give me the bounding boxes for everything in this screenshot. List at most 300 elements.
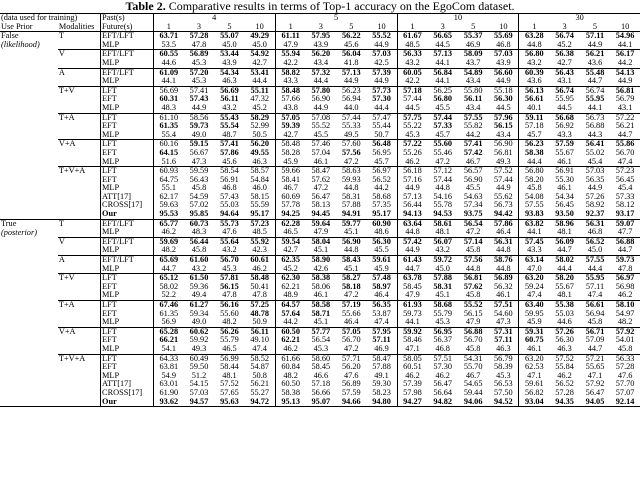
accuracy-cell: 94.80 [367,398,397,407]
empty-cell [0,389,58,398]
accuracy-cell: 47.8 [191,40,207,49]
empty-cell [0,184,58,193]
accuracy-cell: 63.40 [519,301,549,310]
accuracy-cell: 55.22 [397,122,427,131]
accuracy-cell: 95.13 [275,398,305,407]
accuracy-cell: 56.54 [311,336,331,345]
header-future-value: 10 [488,23,519,32]
accuracy-cell: 44.5 [557,103,572,112]
accuracy-cell: 55.48 [580,68,610,77]
accuracy-cell: 46.1 [313,291,329,300]
empty-cell [58,149,101,158]
accuracy-cell: 41.8 [344,58,359,67]
accuracy-cell: 45.1 [344,264,359,273]
accuracy-cell: 58.10 [610,301,640,310]
accuracy-cell: 55.38 [549,301,579,310]
accuracy-cell: 56.80 [433,95,453,104]
accuracy-cell: 57.28 [615,363,635,372]
accuracy-cell: 46.3 [496,344,511,353]
accuracy-cell: 57.88 [372,363,391,372]
table-row [0,158,640,167]
method-label: LFT [101,327,154,336]
accuracy-cell: 44.7 [587,344,603,353]
accuracy-cell: 57.28 [555,388,574,397]
table-row [0,265,640,274]
accuracy-cell: 56.69 [153,86,183,95]
accuracy-cell: 56.69 [214,86,244,95]
accuracy-cell: 57.02 [189,201,209,210]
accuracy-cell: 58.23 [372,388,391,397]
accuracy-cell: 44.1 [519,228,549,237]
accuracy-cell: 55.03 [220,201,239,210]
accuracy-cell: 63.64 [397,219,427,228]
accuracy-cell: 54.89 [458,68,488,77]
empty-cell [58,398,101,407]
accuracy-cell: 57.56 [458,256,488,265]
accuracy-cell: 60.90 [367,219,397,228]
accuracy-cell: 95.53 [153,210,183,219]
accuracy-cell: 57.03 [580,167,610,176]
accuracy-cell: 43.4 [313,58,329,67]
accuracy-cell: 56.92 [555,122,574,131]
accuracy-cell: 56.17 [610,50,640,59]
method-label: EFT [101,283,154,292]
modality-label: A [58,68,101,77]
accuracy-cell: 56.61 [580,301,610,310]
accuracy-cell: 42.7 [252,58,267,67]
accuracy-cell: 47.2 [344,291,359,300]
empty-cell [0,310,58,319]
accuracy-cell: 57.44 [397,95,427,104]
accuracy-cell: 45.5 [465,184,481,193]
accuracy-cell: 45.0 [252,40,267,49]
accuracy-cell: 45.3 [191,58,207,67]
accuracy-cell: 43.2 [519,59,549,68]
header-future-value: 5 [458,23,488,32]
accuracy-cell: 56.09 [549,237,579,246]
accuracy-cell: 43.9 [496,58,511,67]
accuracy-cell: 58.52 [245,354,275,363]
accuracy-cell: 44.8 [496,264,511,273]
accuracy-cell: 59.11 [519,113,549,122]
header-future-value: 1 [275,23,305,32]
accuracy-cell: 46.2 [557,371,572,380]
accuracy-cell: 43.3 [557,130,572,139]
accuracy-cell: 56.94 [585,309,605,318]
accuracy-cell: 47.3 [496,318,511,327]
accuracy-cell: 94.05 [580,398,610,407]
accuracy-cell: 58.61 [427,219,457,228]
empty-cell [0,354,58,363]
accuracy-cell: 60.49 [184,354,214,363]
accuracy-cell: 56.89 [184,50,214,59]
accuracy-cell: 57.43 [220,192,239,201]
accuracy-cell: 56.11 [245,327,275,336]
accuracy-cell: 56.30 [494,95,513,104]
accuracy-cell: 45.8 [519,184,549,193]
accuracy-cell: 47.4 [252,344,267,353]
accuracy-cell: 95.85 [189,210,209,219]
accuracy-cell: 48.1 [557,228,572,237]
accuracy-cell: 57.26 [549,327,579,336]
accuracy-cell: 57.23 [610,167,640,176]
accuracy-cell: 54.96 [610,32,640,41]
accuracy-cell: 54.13 [610,68,640,77]
accuracy-cell: 54.63 [463,192,483,201]
accuracy-cell: 55.44 [372,122,391,131]
accuracy-cell: 56.31 [580,219,610,228]
accuracy-cell: 56.30 [367,237,397,246]
accuracy-cell: 56.47 [311,192,331,201]
accuracy-cell: 57.11 [585,282,605,291]
accuracy-cell: 50.9 [252,318,267,327]
method-label: LFT [101,354,154,363]
empty-cell [0,327,58,336]
accuracy-cell: 57.30 [372,95,391,104]
accuracy-cell: 63.01 [153,380,183,389]
accuracy-cell: 46.4 [374,291,389,300]
empty-cell [0,193,58,202]
accuracy-cell: 49.5 [344,130,359,139]
method-label: Our [101,210,154,219]
accuracy-cell: 47.9 [465,318,481,327]
accuracy-cell: 44.9 [191,103,207,112]
accuracy-cell: 50.5 [252,130,267,139]
accuracy-cell: 44.4 [587,264,603,273]
accuracy-cell: 57.78 [275,201,305,210]
accuracy-cell: 45.8 [587,318,603,327]
accuracy-cell: 61.60 [184,256,214,265]
empty-cell [0,345,58,354]
empty-cell [58,210,101,219]
accuracy-cell: 44.8 [519,41,549,50]
method-label: EFT/LFT [101,256,154,265]
accuracy-cell: 56.65 [427,32,457,41]
accuracy-cell: 57.92 [610,327,640,336]
accuracy-cell: 57.52 [549,354,579,363]
accuracy-cell: 47.8 [252,291,267,300]
accuracy-cell: 57.33 [433,122,453,131]
accuracy-cell: 56.73 [494,201,513,210]
table-caption [0,0,640,13]
accuracy-cell: 57.60 [336,140,366,149]
accuracy-cell: 94.27 [397,398,427,407]
accuracy-cell: 57.77 [306,327,336,336]
accuracy-cell: 47.6 [617,371,633,380]
accuracy-cell: 47.8 [222,291,237,300]
accuracy-cell: 56.98 [615,282,635,291]
accuracy-cell: 56.61 [519,95,549,104]
accuracy-cell: 46.2 [435,371,450,380]
accuracy-cell: 60.75 [519,336,549,345]
accuracy-cell: 56.23 [336,86,366,95]
accuracy-cell: 46.8 [496,40,511,49]
accuracy-cell: 55.46 [433,148,453,157]
empty-cell [0,122,58,131]
accuracy-cell: 48.3 [153,104,183,113]
table-row [0,274,640,283]
accuracy-cell: 56.15 [220,282,239,291]
empty-cell [58,345,101,354]
accuracy-cell: 49.29 [245,32,275,41]
accuracy-cell: 94.82 [427,398,457,407]
empty-cell [58,228,101,237]
accuracy-cell: 56.97 [367,167,397,176]
accuracy-cell: 45.4 [587,157,603,166]
table-row [0,318,640,327]
table-row [0,398,640,407]
accuracy-cell: 55.86 [610,140,640,149]
accuracy-cell: 95.17 [372,210,391,219]
accuracy-cell: 58.68 [427,301,457,310]
accuracy-cell: 57.11 [494,336,513,345]
accuracy-cell: 46.3 [222,77,237,86]
accuracy-cell: 56.79 [615,95,635,104]
accuracy-cell: 56.89 [341,380,361,389]
accuracy-cell: 44.9 [344,77,359,86]
accuracy-cell: 45.8 [465,291,481,300]
empty-cell [0,68,58,77]
accuracy-cell: 57.55 [519,201,549,210]
accuracy-cell: 59.50 [189,363,209,372]
accuracy-cell: 56.95 [372,148,391,157]
accuracy-cell: 93.04 [519,398,549,407]
accuracy-cell: 44.7 [397,265,427,274]
accuracy-cell: 57.66 [275,95,305,104]
empty-cell [0,283,58,292]
empty-cell [0,59,58,68]
accuracy-cell: 45.1 [313,318,329,327]
accuracy-cell: 61.09 [153,68,183,77]
accuracy-cell: 57.80 [306,86,336,95]
accuracy-cell: 56.07 [427,237,457,246]
accuracy-cell: 57.86 [488,219,519,228]
accuracy-cell: 58.47 [306,167,336,176]
header-past-5: 5 [275,14,397,23]
accuracy-cell: 45.9 [374,264,389,273]
accuracy-cell: 92.14 [610,398,640,407]
method-label: MLP [101,104,154,113]
accuracy-cell: 42.3 [252,246,267,255]
accuracy-cell: 56.33 [397,50,427,59]
accuracy-cell: 57.47 [367,113,397,122]
accuracy-cell: 42.7 [275,131,305,140]
accuracy-cell: 59.92 [189,336,209,345]
accuracy-cell: 56.32 [494,282,513,291]
empty-cell [58,372,101,381]
accuracy-cell: 94.53 [433,210,453,219]
header-future-value: 5 [580,23,610,32]
accuracy-cell: 45.3 [435,318,450,327]
accuracy-cell: 57.14 [458,237,488,246]
empty-cell [58,104,101,113]
accuracy-cell: 44.8 [465,264,481,273]
accuracy-cell: 56.22 [336,32,366,41]
header-future-value: 1 [519,23,549,32]
accuracy-cell: 55.65 [585,363,605,372]
accuracy-cell: 59.59 [184,167,214,176]
accuracy-cell: 58.12 [615,201,635,210]
accuracy-cell: 58.76 [488,256,519,265]
accuracy-cell: 44.1 [153,77,183,86]
accuracy-cell: 56.57 [458,167,488,176]
accuracy-cell: 57.13 [336,68,366,77]
accuracy-cell: 63.82 [519,219,549,228]
empty-cell [0,95,58,104]
accuracy-cell: 49.4 [191,291,207,300]
accuracy-cell: 44.8 [344,246,359,255]
accuracy-cell: 57.73 [367,86,397,95]
accuracy-cell: 45.2 [557,40,572,49]
accuracy-cell: 56.45 [555,201,574,210]
accuracy-cell: 58.56 [184,113,214,122]
accuracy-cell: 56.25 [427,86,457,95]
method-label: MLP [101,41,154,50]
accuracy-cell: 57.44 [433,175,453,184]
accuracy-cell: 61.50 [184,274,214,283]
table-row [0,310,640,319]
header-past-label: Past(s) [101,14,154,23]
method-label: MLP [101,131,154,140]
accuracy-cell: 44.7 [617,130,633,139]
table-row [0,327,640,336]
accuracy-cell: 57.44 [336,113,366,122]
accuracy-cell: 59.73 [610,256,640,265]
accuracy-cell: 95.17 [250,210,270,219]
accuracy-cell: 57.05 [275,113,305,122]
accuracy-cell: 57.03 [367,50,397,59]
accuracy-cell: 61.90 [153,389,183,398]
accuracy-cell: 56.21 [250,380,270,389]
accuracy-cell: 44.7 [557,246,572,255]
header-past-30: 30 [519,14,640,23]
accuracy-cell: 51.6 [153,158,183,167]
accuracy-cell: 46.2 [617,291,633,300]
accuracy-cell: 60.16 [153,140,183,149]
accuracy-cell: 56.90 [311,95,331,104]
accuracy-cell: 55.73 [214,219,244,228]
accuracy-cell: 57.11 [372,336,391,345]
accuracy-cell: 54.84 [250,175,270,184]
accuracy-cell: 42.2 [397,77,427,86]
accuracy-cell: 56.33 [610,354,640,363]
accuracy-cell: 55.94 [275,50,305,59]
accuracy-cell: 42.7 [557,58,572,67]
accuracy-cell: 44.2 [374,184,389,193]
accuracy-cell: 55.95 [580,274,610,283]
accuracy-cell: 56.15 [463,309,483,318]
header-future-value: 10 [245,23,275,32]
accuracy-cell: 65.69 [153,256,183,265]
empty-cell [58,201,101,210]
accuracy-cell: 46.7 [465,157,481,166]
table-row [0,140,640,149]
accuracy-cell: 61.35 [153,310,183,319]
empty-cell [0,201,58,210]
accuracy-cell: 58.68 [372,192,391,201]
accuracy-cell: 58.15 [250,192,270,201]
accuracy-cell: 55.30 [555,175,574,184]
accuracy-cell: 54.59 [189,192,209,201]
accuracy-cell: 43.2 [435,246,450,255]
accuracy-cell: 46.1 [557,184,572,193]
accuracy-cell: 63.28 [519,32,549,41]
accuracy-cell: 44.9 [374,40,389,49]
accuracy-cell: 43.9 [222,58,237,67]
accuracy-cell: 44.5 [435,40,450,49]
accuracy-cell: 64.15 [153,149,183,158]
accuracy-cell: 55.52 [367,32,397,41]
accuracy-cell: 56.94 [341,95,361,104]
accuracy-cell: 44.1 [617,40,633,49]
accuracy-cell: 45.1 [344,228,359,237]
accuracy-cell: 56.38 [549,50,579,59]
accuracy-cell: 65.77 [153,219,183,228]
method-label: EFT/LFT [101,50,154,59]
empty-cell [58,122,101,131]
accuracy-cell: 56.13 [519,86,549,95]
accuracy-cell: 56.81 [458,274,488,283]
modality-label: V+A [58,140,101,149]
accuracy-cell: 57.43 [189,95,209,104]
accuracy-cell: 93.17 [615,210,635,219]
accuracy-cell: 55.79 [220,336,239,345]
accuracy-cell: 58.09 [458,50,488,59]
method-label: LFT [101,86,154,95]
table-row [0,237,640,246]
accuracy-cell: 54.34 [214,68,244,77]
accuracy-cell: 94.57 [184,398,214,407]
accuracy-cell: 57.52 [220,380,239,389]
accuracy-cell: 46.2 [252,264,267,273]
accuracy-cell: 57.18 [519,122,549,131]
accuracy-cell: 57.92 [585,380,605,389]
table-row [0,246,640,255]
accuracy-cell: 45.6 [344,40,359,49]
accuracy-cell: 43.2 [222,103,237,112]
table-row [0,354,640,363]
method-label: EFT [101,95,154,104]
accuracy-cell: 59.69 [153,237,183,246]
accuracy-cell: 45.8 [191,246,207,255]
method-label: MLP [101,318,154,327]
accuracy-cell: 62.35 [275,256,305,265]
accuracy-cell: 47.9 [397,291,427,300]
accuracy-cell: 59.31 [519,327,549,336]
accuracy-cell: 64.75 [153,176,183,185]
accuracy-cell: 57.71 [336,354,366,363]
accuracy-cell: 57.19 [336,301,366,310]
accuracy-cell: 44.5 [397,104,427,113]
accuracy-cell: 57.88 [427,274,457,283]
header-future-value: 3 [427,23,457,32]
accuracy-cell: 57.55 [458,113,488,122]
accuracy-cell: 56.52 [372,175,391,184]
empty-cell [0,301,58,310]
accuracy-cell: 44.9 [313,103,329,112]
accuracy-cell: 59.54 [275,237,305,246]
accuracy-cell: 60.50 [275,327,305,336]
accuracy-cell: 55.52 [458,301,488,310]
table-row [0,167,640,176]
accuracy-cell: 44.8 [435,184,450,193]
accuracy-cell: 58.38 [306,274,336,283]
accuracy-cell: 56.44 [397,201,427,210]
accuracy-cell: 55.07 [214,32,244,41]
accuracy-cell: 44.9 [397,246,427,255]
accuracy-cell: 47.1 [397,345,427,354]
accuracy-cell: 57.05 [336,327,366,336]
